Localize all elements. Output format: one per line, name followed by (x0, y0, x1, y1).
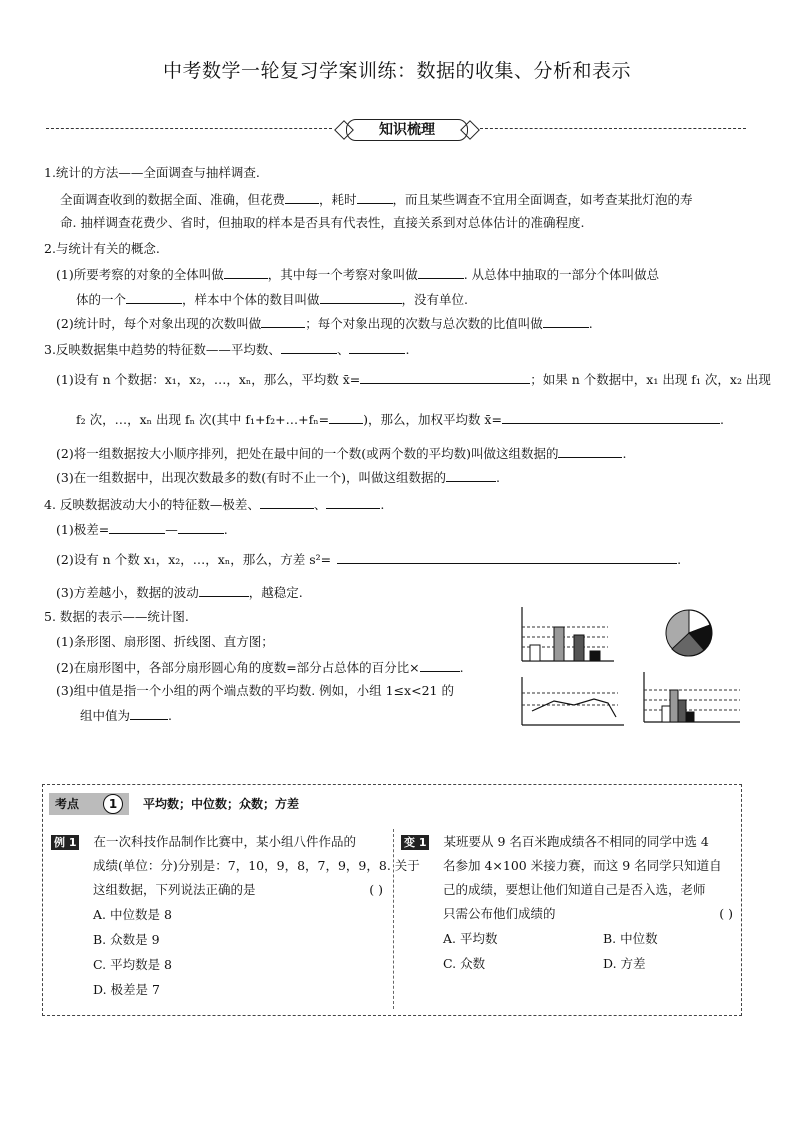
blank (281, 340, 337, 354)
item-3: 3.反映数据集中趋势的特征数——平均数、 、 . (44, 342, 410, 357)
page-title: 中考数学一轮复习学案训练：数据的收集、分析和表示 (162, 60, 631, 82)
kaodian-label: 考点 1 (49, 793, 129, 815)
blank (130, 706, 168, 720)
bar-chart-illustration (518, 605, 618, 665)
blank (109, 520, 165, 534)
option-a: A. 平均数 (443, 931, 498, 946)
item-4: 4. 反映数据波动大小的特征数—极差、 、 . (44, 497, 385, 512)
item-2-1: (1)所要考察的对象的全体叫做 ，其中每一个考察对象叫做 . 从总体中抽取的一部分个体叫做总 (56, 267, 660, 282)
blank (357, 190, 393, 204)
item-5-2: (2)在扇形图中，各部分扇形圆心角的度数=部分占总体的百分比× . (56, 660, 464, 675)
option-c: C. 平均数是 8 (93, 957, 172, 972)
kaodian-title: 平均数；中位数；众数；方差 (143, 797, 300, 811)
line-chart-illustration (518, 675, 628, 731)
item-3-1: (1)设有 n 个数据：x₁，x₂，…，xₙ，那么，平均数 x̄= ；如果 n 个数据中，x₁ 出现 f₁ 次，x₂ 出现 (56, 372, 771, 387)
item-3-3: (3)在一组数据中，出现次数最多的数(有时不止一个)，叫做这组数据的 . (56, 470, 500, 485)
blank (360, 370, 530, 384)
section-divider (46, 119, 746, 139)
item-3-2: (2)将一组数据按大小顺序排列，把处在最中间的一个数(或两个数的平均数)叫做这组数据的 . (56, 446, 627, 461)
item-4-3: (3)方差越小，数据的波动 ，越稳定. (56, 585, 303, 600)
item-1-text: 全面调查收到的数据全面、准确，但花费 ，耗时 ，而且某些调查不宜用全面调查，如考查某批灯泡的寿 (60, 192, 693, 207)
histogram-illustration (640, 670, 744, 726)
blank (126, 290, 182, 304)
option-a: A. 中位数是 8 (93, 907, 172, 922)
item-4-2: (2)设有 n 个数 x₁，x₂，…，xₙ，那么，方差 s²= . (56, 552, 682, 567)
blank (420, 658, 460, 672)
example-tag: 例 1 (51, 835, 79, 850)
section-badge: 知识梳理 (346, 119, 468, 141)
item-5: 5. 数据的表示——统计图. (44, 609, 189, 624)
item-5-3b: 组中值为 . (80, 708, 172, 723)
blank (446, 468, 496, 482)
item-4-1: (1)极差= — . (56, 522, 228, 537)
blank (329, 410, 363, 424)
blank (178, 520, 224, 534)
blank (418, 265, 464, 279)
item-2-1b: 体的一个 ，样本中个体的数目叫做 ，没有单位. (76, 292, 469, 307)
item-1-text-2: 命. 抽样调查花费少、省时，但抽取的样本是否具有代表性，直接关系到对总体估计的准确程度. (60, 215, 585, 230)
item-2: 2.与统计有关的概念. (44, 241, 160, 256)
option-d: D. 极差是 7 (93, 982, 160, 997)
option-b: B. 中位数 (603, 931, 658, 946)
blank (261, 314, 305, 328)
option-b: B. 众数是 9 (93, 932, 160, 947)
kaodian-number: 1 (103, 794, 123, 814)
blank (543, 314, 589, 328)
pie-chart-illustration (662, 608, 718, 658)
blank (320, 290, 402, 304)
item-2-2: (2)统计时，每个对象出现的次数叫做 ；每个对象出现的次数与总次数的比值叫做 . (56, 316, 593, 331)
blank (285, 190, 319, 204)
kaodian-box (42, 784, 742, 1016)
option-d: D. 方差 (603, 956, 646, 971)
item-5-3: (3)组中值是指一个小组的两个端点数的平均数. 例如，小组 1≤x<21 的 (56, 683, 454, 698)
variant-tag: 变 1 (401, 835, 429, 850)
blank (337, 550, 677, 564)
blank (199, 583, 249, 597)
blank (349, 340, 405, 354)
item-5-1: (1)条形图、扇形图、折线图、直方图； (56, 634, 274, 649)
example-1: 例 1 在一次科技作品制作比赛中，某小组八件作品的 成绩(单位：分)分别是：7，10，9，8，7，9，9，8. 关于 这组数据，下列说法正确的是 ( ) A. 中位数是 8 B. 众数是 9 C. 平均数是 8 D. 极差是 7 (51, 833, 420, 999)
item-1: 1.统计的方法——全面调查与抽样调查. (44, 165, 260, 180)
blank (502, 410, 720, 424)
blank (224, 265, 268, 279)
answer-paren: ( ) (719, 906, 733, 921)
answer-paren: ( ) (369, 882, 383, 897)
blank (326, 495, 380, 509)
blank (260, 495, 314, 509)
variant-1: 变 1 某班要从 9 名百米跑成绩各不相同的同学中选 4 名参加 4×100 米接力赛，而这 9 名同学只知道自 己的成绩，要想让他们知道自己是否入选，老师 只需公布他们成绩的 ( ) A. 平均数 B. 中位数 C. 众数 D. 方差 (401, 833, 733, 973)
option-c: C. 众数 (443, 956, 486, 971)
item-3-1b: f₂ 次，…，xₙ 出现 fₙ 次(其中 f₁+f₂+…+fₙ= )，那么，加权平均数 x̄= . (76, 412, 724, 427)
blank (558, 444, 622, 458)
